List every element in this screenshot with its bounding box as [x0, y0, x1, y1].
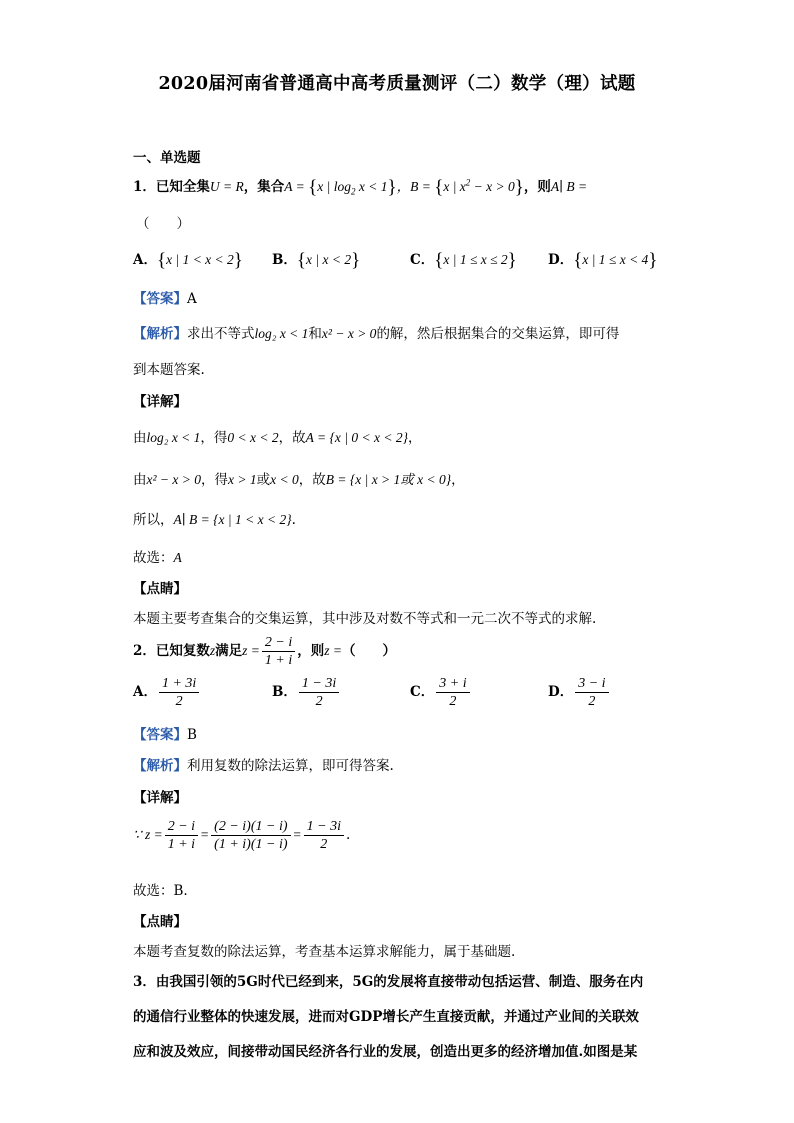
- q2-comment: 本题考查复数的除法运算，考查基本运算求解能力，属于基础题.: [133, 944, 516, 960]
- q2-answer-value: B: [187, 727, 197, 743]
- q2-option-c-den: 2: [436, 692, 469, 710]
- q1-answer-value: A: [187, 291, 197, 307]
- q1-option-d: D．{x | 1 ≤ x < 4}: [548, 250, 658, 271]
- q1-analysis-line2: 到本题答案.: [133, 362, 205, 378]
- q1-d2-math-d: B = {x | x > 1或 x < 0}: [325, 472, 452, 487]
- q2-option-b-den: 2: [299, 692, 339, 710]
- q1-set-a-body: x | log: [317, 179, 351, 194]
- q1-set-b-sup: 2: [465, 177, 471, 188]
- q2-option-c-label: C．: [410, 684, 435, 700]
- q1-d2-math-a: x² − x > 0: [146, 472, 202, 487]
- q2-stem-frac-num: 2 − i: [264, 635, 293, 650]
- q1-d2-a: 由: [133, 472, 147, 488]
- q2-calc-f3-den: 2: [304, 835, 344, 853]
- q1-answer-tag: 【答案】: [133, 291, 187, 307]
- q2-stem-z2: z =: [324, 643, 343, 658]
- q2-option-d: [548, 675, 611, 710]
- q1-option-a: A．{x | 1 < x < 2}: [133, 250, 243, 271]
- q1-option-a-text: x | 1 < x < 2: [166, 252, 234, 267]
- q2-stem-eq: z =: [242, 643, 260, 658]
- q2-option-b: [272, 675, 341, 710]
- q1-detail-line3: [133, 508, 296, 528]
- q2-option-b-label: B．: [272, 684, 297, 700]
- q2-detail-tag: 【详解】: [133, 790, 187, 806]
- q2-comment-tag: 【点睛】: [133, 914, 187, 930]
- q1-comment-tag: 【点睛】: [133, 581, 187, 597]
- q1-d1-a: 由: [133, 430, 147, 446]
- q1-d1-c: ，故: [278, 430, 306, 446]
- q2-stem-a: 2．已知复数: [133, 643, 210, 659]
- q1-option-c-label: C．: [410, 252, 435, 268]
- q1-option-c: C．{x | 1 ≤ x ≤ 2}: [410, 250, 517, 271]
- q2-option-c: [410, 675, 472, 710]
- q1-d2-math-c: x < 0: [270, 472, 299, 487]
- q2-stem-c: ，则: [297, 643, 325, 659]
- q2-stem: [133, 634, 396, 669]
- q1-set-b-body: x | x: [443, 179, 466, 194]
- q1-analysis-tag: 【解析】: [133, 326, 187, 342]
- q2-option-a: [133, 675, 201, 710]
- q2-stem-z: z: [209, 643, 216, 658]
- q2-answer-tag: 【答案】: [133, 727, 187, 743]
- q2-option-a-label: A．: [133, 684, 157, 700]
- q1-analysis: [133, 322, 619, 342]
- q1-set-b-label: ，B =: [396, 179, 435, 194]
- q2-answer: [133, 723, 197, 743]
- q1-analysis-text-b: 和: [308, 326, 322, 342]
- q1-detail-line1: [133, 426, 421, 446]
- q2-calc-f3-num: 1 − 3i: [306, 819, 341, 834]
- q1-ask: A∣ B =: [550, 179, 588, 194]
- q1-set-a-sub: 2: [350, 186, 356, 197]
- q1-option-a-label: A．: [133, 252, 157, 268]
- q2-calc-f2-den: (1 + i)(1 − i): [211, 835, 290, 853]
- q1-d1-d: ，: [407, 430, 422, 446]
- q1-analysis-text-c: 的解，然后根据集合的交集运算，即可得: [376, 326, 620, 342]
- q2-option-b-num: 1 − 3i: [301, 676, 337, 691]
- page-title: 2020届河南省普通高中高考质量测评（二）数学（理）试题: [158, 74, 636, 94]
- q1-set-a-tail: x < 1: [355, 179, 388, 194]
- q1-stem: 1．已知全集U = R，集合A = {x | $\log_2 x < 1$}，B = {x | $x^2 - x > 0$}，则A∣ B =: [133, 177, 588, 198]
- q1-d1-math-c: A = {x | 0 < x < 2}: [305, 430, 408, 445]
- q1-d1-math-b: 0 < x < 2: [227, 430, 279, 445]
- q2-calc-end: .: [345, 827, 351, 843]
- q2-option-a-num: 1 + 3i: [161, 676, 197, 691]
- q1-option-b-text: x | x < 2: [306, 252, 352, 267]
- q1-option-b-label: B．: [272, 252, 297, 268]
- q1-option-c-text: x | 1 ≤ x ≤ 2: [443, 252, 508, 267]
- q1-d1-b: ，得: [200, 430, 228, 446]
- q1-d2-d: ，故: [298, 472, 326, 488]
- q2-calc-f1-num: 2 − i: [167, 819, 196, 834]
- q2-stem-b: 满足: [215, 643, 243, 659]
- q2-calc-f2-num: (2 − i)(1 − i): [214, 819, 288, 834]
- q1-answer: [133, 287, 197, 307]
- q1-detail-line2: [133, 468, 465, 488]
- q1-analysis-math-a: log₂ x < 1: [254, 326, 309, 341]
- q2-paren: （ ）: [342, 643, 397, 659]
- q3-line2: 的通信行业整体的快速发展，进而对GDP增长产生直接贡献，并通过产业间的关联效: [133, 1009, 639, 1025]
- q2-analysis-tag: 【解析】: [133, 758, 187, 774]
- q1-d2-math-b: x > 1: [228, 472, 257, 487]
- q3-line3: 应和波及效应，间接带动国民经济各行业的发展，创造出更多的经济增加值.如图是某: [133, 1044, 638, 1060]
- q2-option-d-den: 2: [575, 692, 608, 710]
- q2-option-a-den: 2: [159, 692, 199, 710]
- q2-option-d-label: D．: [548, 684, 574, 700]
- q2-stem-frac-den: 1 + i: [262, 651, 295, 669]
- q1-choose: [133, 546, 182, 566]
- q1-choose-label: 故选：: [133, 550, 174, 566]
- q1-then: ，则: [523, 179, 551, 195]
- q1-d2-e: ，: [451, 472, 465, 488]
- section-heading: 一、单选题: [133, 150, 201, 166]
- q1-choose-answer: A: [173, 550, 182, 565]
- q1-d3-math: A∣ B = {x | 1 < x < 2}: [173, 512, 292, 527]
- q1-number: 1．已知全集: [133, 179, 210, 195]
- q1-d3-b: .: [291, 512, 296, 528]
- q1-analysis-text-a: 求出不等式: [187, 326, 255, 342]
- q1-d1-math-a: log₂ x < 1: [146, 430, 201, 445]
- q1-text: ，集合: [243, 179, 285, 195]
- q1-detail-tag: 【详解】: [133, 394, 187, 410]
- q1-universal: U = R: [209, 179, 244, 194]
- q1-d2-c: 或: [256, 472, 271, 488]
- q1-paren: （ ）: [136, 216, 190, 232]
- q2-option-d-num: 3 − i: [578, 676, 606, 691]
- q2-calc-pre: ∵ z =: [133, 827, 163, 842]
- q2-analysis: [133, 754, 394, 774]
- q1-option-d-label: D．: [548, 252, 574, 268]
- q1-set-a-label: A =: [284, 179, 309, 194]
- q1-option-d-text: x | 1 ≤ x < 4: [582, 252, 649, 267]
- q1-comment: 本题主要考查集合的交集运算，其中涉及对数不等式和一元二次不等式的求解.: [133, 611, 597, 627]
- q2-calculation: ∵ z = $\frac{2 - i}{1 + i}$ = $\frac{(2 - i)(1 - i)}{(1 + i)(1 - i)}$ = $\frac{1 - 3i}{2}$ .: [133, 819, 351, 852]
- q2-analysis-text: 利用复数的除法运算，即可得答案.: [187, 758, 394, 774]
- q2-choose: 故选：B.: [133, 883, 188, 899]
- q3-line1: 3．由我国引领的5G时代已经到来，5G的发展将直接带动包括运营、制造、服务在内: [133, 974, 644, 990]
- q2-option-c-num: 3 + i: [439, 676, 467, 691]
- q2-calc-f1-den: 1 + i: [165, 835, 198, 853]
- q1-analysis-math-b: x² − x > 0: [321, 326, 377, 341]
- q1-d2-b: ，得: [201, 472, 229, 488]
- q2-stem-fraction: [262, 634, 295, 669]
- q1-option-b: B．{x | x < 2}: [272, 250, 361, 271]
- q1-d3-a: 所以，: [133, 512, 174, 528]
- q1-set-b-tail: − x > 0: [470, 179, 515, 194]
